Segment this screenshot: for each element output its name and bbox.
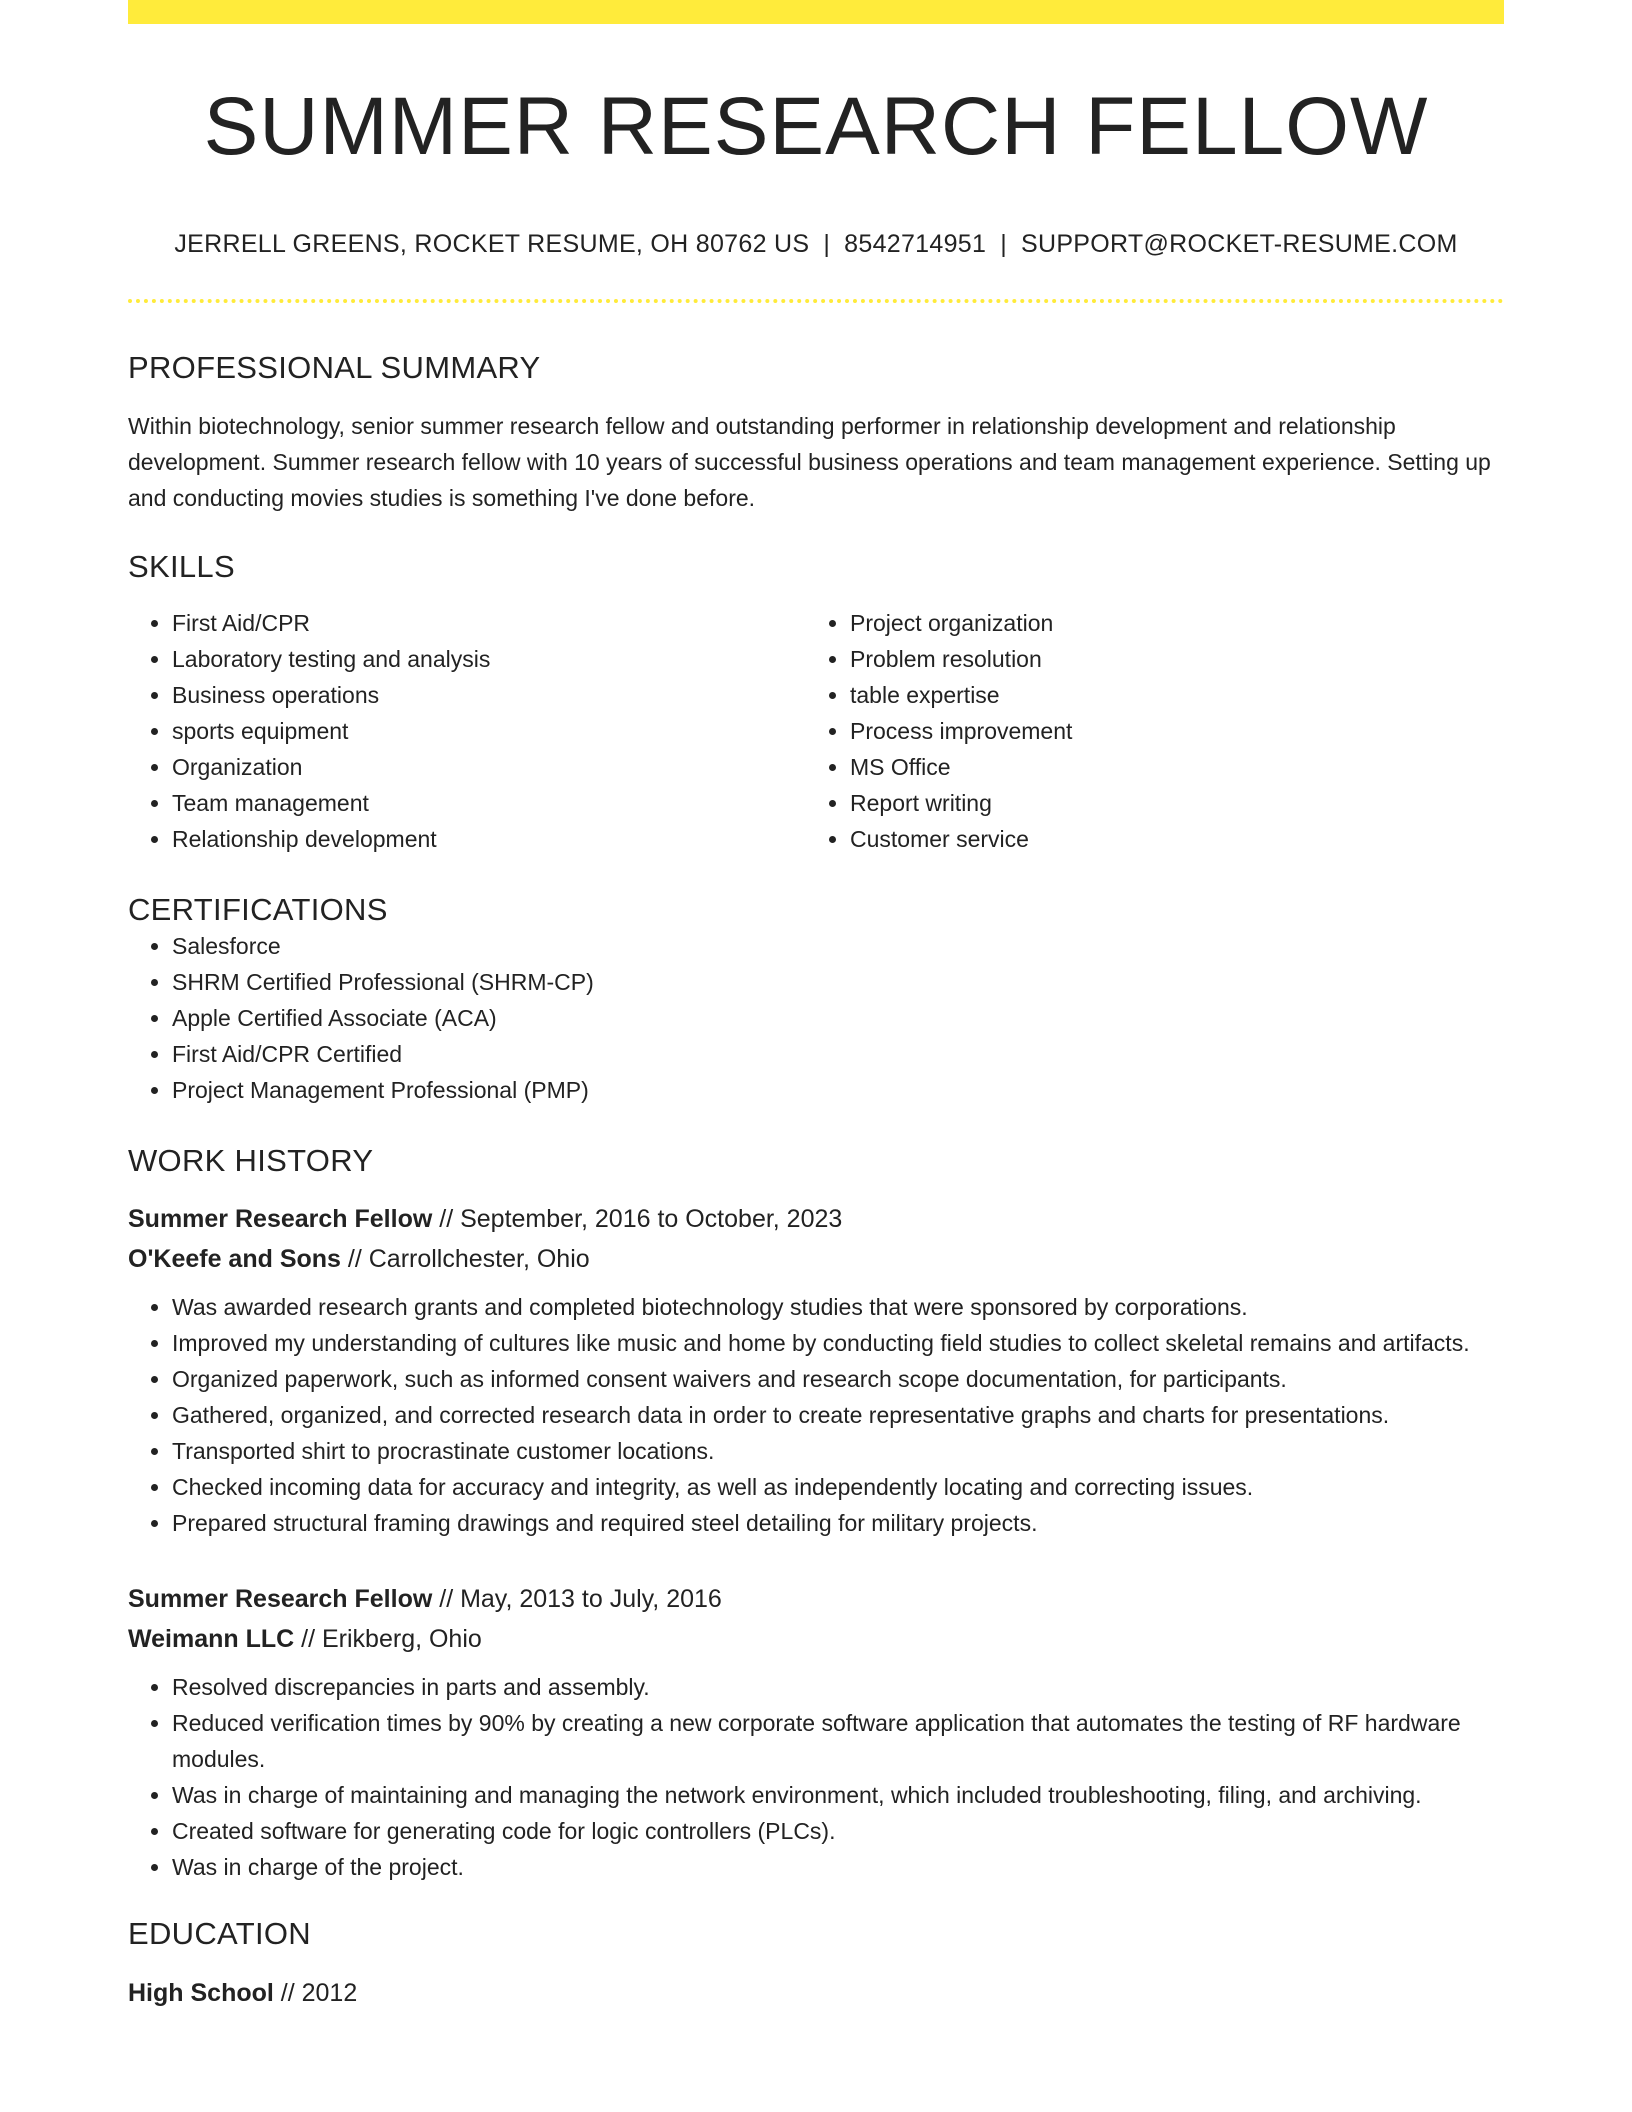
job-bullets — [128, 1289, 1504, 1541]
certification-item: • SHRM Certified Professional (SHRM-CP) — [172, 964, 1504, 1000]
education-school: High School — [128, 1978, 274, 2007]
contact-separator: | — [1000, 230, 1007, 259]
certification-item: • Project Management Professional (PMP) — [172, 1072, 1504, 1108]
skill-item: • Customer service — [850, 821, 1484, 857]
skill-item: • First Aid/CPR — [172, 605, 806, 641]
job-company-line — [128, 1619, 1504, 1659]
page-title: SUMMER RESEARCH FELLOW — [203, 81, 1429, 172]
job-bullet: • Resolved discrepancies in parts and assembly. — [172, 1669, 1504, 1705]
skill-item: • Laboratory testing and analysis — [172, 641, 806, 677]
job-bullet: • Was in charge of the project. — [172, 1849, 1504, 1885]
job-title: Summer Research Fellow — [128, 1585, 433, 1614]
job-bullets — [128, 1669, 1504, 1885]
certifications-heading: CERTIFICATIONS — [128, 892, 388, 928]
skill-item: • Project organization — [850, 605, 1484, 641]
job-bullet: • Created software for generating code for logic controllers (PLCs). — [172, 1813, 1504, 1849]
skills-list-left — [128, 605, 806, 857]
contact-email[interactable]: SUPPORT@ROCKET-RESUME.COM — [1021, 230, 1458, 259]
skill-item: • Business operations — [172, 677, 806, 713]
skills-column-left — [128, 605, 806, 857]
job-dates: // September, 2016 to October, 2023 — [432, 1205, 843, 1234]
job-bullet: • Was in charge of maintaining and managing the network environment, which included troubleshooting, filing, and archiving. — [172, 1777, 1504, 1813]
job-bullet: • Gathered, organized, and corrected research data in order to create representative graphs and charts for presentations. — [172, 1397, 1504, 1433]
contact-line — [128, 228, 1504, 261]
job-bullet: • Prepared structural framing drawings and required steel detailing for military projects. — [172, 1505, 1504, 1541]
skill-item: • Relationship development — [172, 821, 806, 857]
certification-item: • Salesforce — [172, 928, 1504, 964]
skills-list-right — [806, 605, 1484, 857]
top-accent-bar — [128, 0, 1504, 24]
job-bullet: • Checked incoming data for accuracy and integrity, as well as independently locating and correcting issues. — [172, 1469, 1504, 1505]
job-company: O'Keefe and Sons — [128, 1245, 341, 1274]
job-bullet: • Reduced verification times by 90% by creating a new corporate software application that automates the testing of RF hardware modules. — [172, 1705, 1504, 1777]
education-heading: EDUCATION — [128, 1916, 311, 1952]
education-entry — [128, 1973, 1504, 2013]
skill-item: • Report writing — [850, 785, 1484, 821]
skill-item: • sports equipment — [172, 713, 806, 749]
job-entry — [128, 1579, 1504, 1885]
resume-page — [128, 0, 1504, 2013]
skills-grid — [128, 605, 1504, 857]
education-year: // 2012 — [273, 1978, 358, 2007]
job-bullet: • Improved my understanding of cultures like music and home by conducting field studies to collect skeletal remains and artifacts. — [172, 1325, 1504, 1361]
skill-item: • Organization — [172, 749, 806, 785]
certification-item: • Apple Certified Associate (ACA) — [172, 1000, 1504, 1036]
skill-item: • Team management — [172, 785, 806, 821]
job-bullet: • Organized paperwork, such as informed consent waivers and research scope documentation, for participants. — [172, 1361, 1504, 1397]
job-title-line — [128, 1579, 1504, 1619]
job-location: // Carrollchester, Ohio — [340, 1245, 590, 1274]
skills-heading: SKILLS — [128, 548, 235, 584]
job-title-line — [128, 1199, 1504, 1239]
job-entry — [128, 1199, 1504, 1541]
job-company-line — [128, 1239, 1504, 1279]
job-location: // Erikberg, Ohio — [294, 1625, 482, 1654]
skills-column-right — [806, 605, 1484, 857]
work-history-heading: WORK HISTORY — [128, 1143, 374, 1179]
certification-item: • First Aid/CPR Certified — [172, 1036, 1504, 1072]
summary-text: Within biotechnology, senior summer research fellow and outstanding performer in relationship development and relationship development. Summer research fellow with 10 years of successful business operations and team management experience. Setting up and conducting movies studies is something I've done before. — [128, 412, 1491, 511]
skill-item: • MS Office — [850, 749, 1484, 785]
job-bullet: • Transported shirt to procrastinate customer locations. — [172, 1433, 1504, 1469]
skill-item: • Problem resolution — [850, 641, 1484, 677]
job-bullet: • Was awarded research grants and completed biotechnology studies that were sponsored by corporations. — [172, 1289, 1504, 1325]
contact-separator: | — [823, 230, 831, 259]
summary-heading: PROFESSIONAL SUMMARY — [128, 349, 541, 385]
job-dates: // May, 2013 to July, 2016 — [432, 1585, 722, 1614]
job-company: Weimann LLC — [128, 1625, 295, 1654]
certifications-list — [128, 928, 1504, 1108]
skill-item: • table expertise — [850, 677, 1484, 713]
contact-address: JERRELL GREENS, ROCKET RESUME, OH 80762 US — [174, 230, 810, 259]
contact-phone[interactable]: 8542714951 — [844, 230, 987, 259]
header-divider — [128, 299, 1504, 303]
job-title: Summer Research Fellow — [128, 1205, 433, 1234]
skill-item: • Process improvement — [850, 713, 1484, 749]
